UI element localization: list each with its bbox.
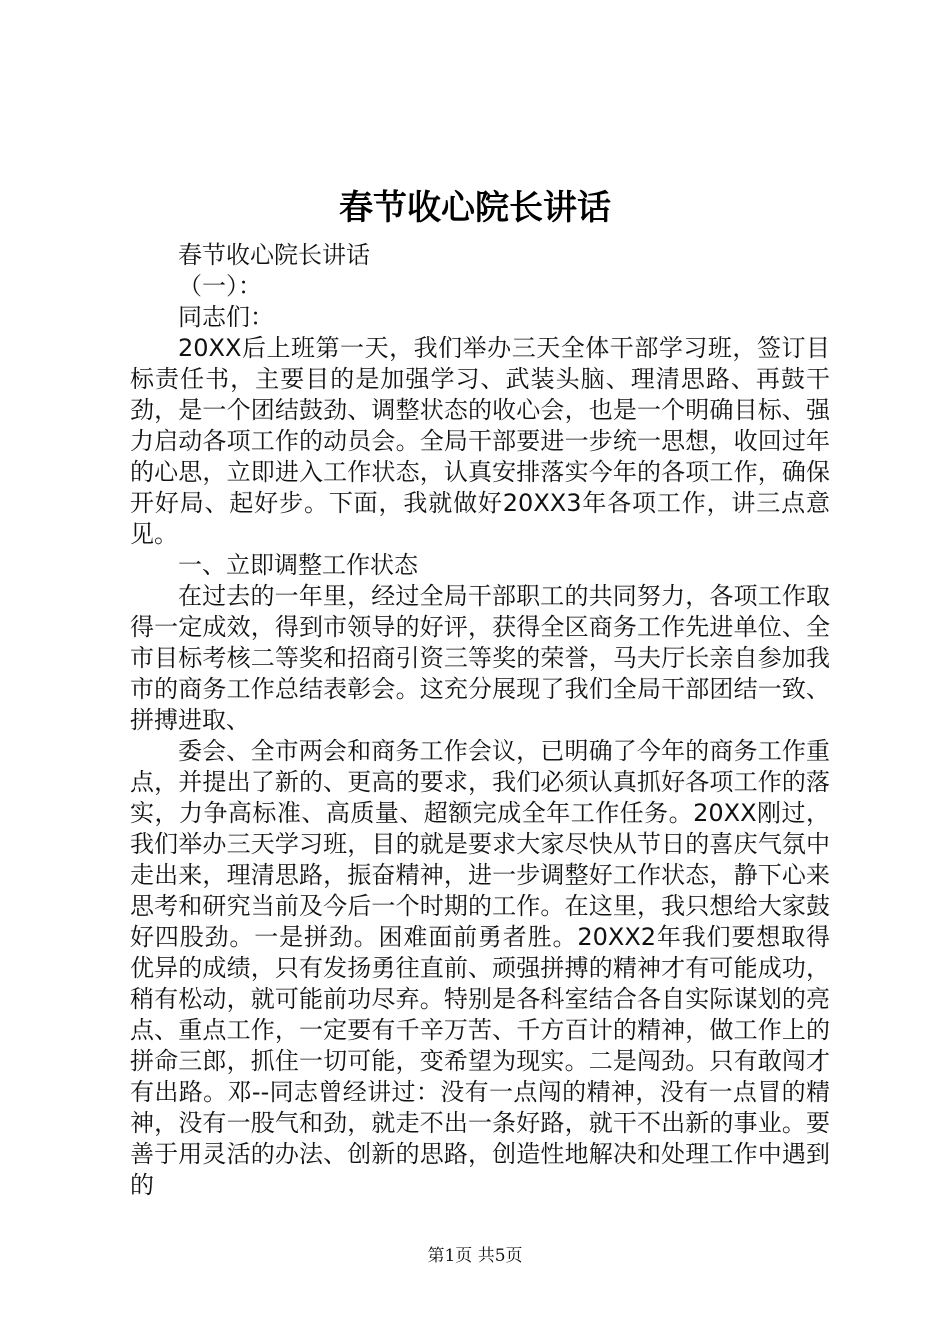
section-marker: （一）： [178, 272, 262, 300]
document-body [130, 240, 830, 1201]
salutation: 同志们： [178, 303, 274, 331]
page-footer: 第1页 共5页 [427, 1246, 523, 1266]
subtitle-line: 春节收心院长讲话 [178, 241, 370, 269]
paragraph-achievements: 在过去的一年里，经过全局干部职工的共同努力，各项工作取得一定成效，得到市领导的好评，获得全区商务工作先进单位、全市目标考核二等奖和招商引资三等奖的荣誉，马夫厅长亲自参加我市的商务工作总结表彰会。这充分展现了我们全局干部团结一致、拼搏进取、 [130, 582, 830, 734]
section-heading-1: 一、立即调整工作状态 [178, 551, 418, 579]
document-title: 春节收心院长讲话 [339, 188, 611, 228]
paragraph-four-drives: 委会、全市两会和商务工作会议，已明确了今年的商务工作重点，并提出了新的、更高的要求，我们必须认真抓好各项工作的落实，力争高标准、高质量、超额完成全年工作任务。20XX刚过，我们举办三天学习班，目的就是要求大家尽快从节日的喜庆气氛中走出来，理清思路，振奋精神，进一步调整好工作状态，静下心来思考和研究当前及今后一个时期的工作。在这里，我只想给大家鼓好四股劲。一是拼劲。困难面前勇者胜。20XX2年我们要想取得优异的成绩，只有发扬勇往直前、顽强拼搏的精神才有可能成功，稍有松动，就可能前功尽弃。特别是各科室结合各自实际谋划的亮点、重点工作，一定要有千辛万苦、千方百计的精神，做工作上的拼命三郎，抓住一切可能，变希望为现实。二是闯劲。只有敢闯才有出路。邓--同志曾经讲过：没有一点闯的精神，没有一点冒的精神，没有一股气和劲，就走不出一条好路，就干不出新的事业。要善于用灵活的办法、创新的思路，创造性地解决和处理工作中遇到的 [130, 737, 830, 1199]
paragraph-intro: 20XX后上班第一天，我们举办三天全体干部学习班，签订目标责任书，主要目的是加强学习、武装头脑、理清思路、再鼓干劲，是一个团结鼓劲、调整状态的收心会，也是一个明确目标、强力启动各项工作的动员会。全局干部要进一步统一思想，收回过年的心思，立即进入工作状态，认真安排落实今年的各项工作，确保开好局、起好步。下面，我就做好20XX3年各项工作，讲三点意见。 [130, 334, 830, 548]
